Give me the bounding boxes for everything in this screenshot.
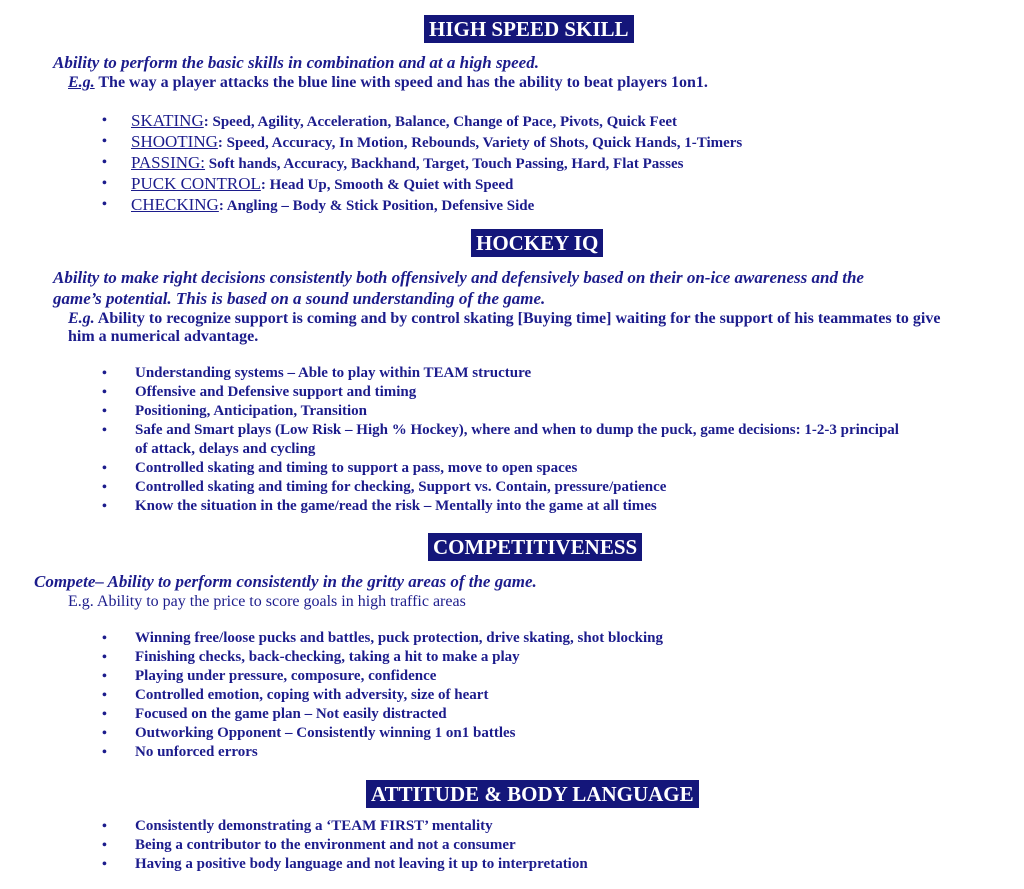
list-item: Positioning, Anticipation, Transition — [135, 403, 367, 419]
bullet-icon: • — [102, 366, 107, 381]
list-item-continued: of attack, delays and cycling — [135, 441, 316, 457]
bullet-icon: • — [102, 688, 107, 703]
skill-item-name: PASSING: — [131, 153, 206, 172]
list-item: Outworking Opponent – Consistently winning 1 on1 battles — [135, 725, 516, 741]
list-item: Controlled skating and timing to support a pass, move to open spaces — [135, 460, 578, 476]
hockey-iq-example — [68, 309, 940, 328]
list-item: Playing under pressure, composure, confidence — [135, 668, 437, 684]
bullet-icon: • — [102, 461, 107, 476]
list-item: Offensive and Defensive support and timing — [135, 384, 417, 400]
section-heading-competitiveness: COMPETITIVENESS — [428, 533, 642, 561]
list-item: Controlled emotion, coping with adversity, size of heart — [135, 687, 489, 703]
example-text: The way a player attacks the blue line with speed and has the ability to beat players 1on1. — [94, 74, 708, 91]
bullet-icon: • — [102, 113, 107, 128]
bullet-icon: • — [102, 650, 107, 665]
list-item: Controlled skating and timing for checking, Support vs. Contain, pressure/patience — [135, 479, 667, 495]
list-item: Focused on the game plan – Not easily distracted — [135, 706, 447, 722]
bullet-icon: • — [102, 838, 107, 853]
example-prefix: E.g. — [68, 310, 95, 327]
skill-item-text: : Head Up, Smooth & Quiet with Speed — [260, 177, 514, 193]
skill-item-text: : Speed, Accuracy, In Motion, Rebounds, Variety of Shots, Quick Hands, 1-Timers — [217, 135, 743, 151]
bullet-icon: • — [102, 423, 107, 438]
list-item: Consistently demonstrating a ‘TEAM FIRST’ mentality — [135, 818, 493, 834]
bullet-icon: • — [102, 176, 107, 191]
skill-item — [131, 195, 534, 216]
section-heading-hockey-iq: HOCKEY IQ — [471, 229, 603, 257]
skill-item-text: : Angling – Body & Stick Position, Defensive Side — [218, 198, 535, 214]
list-item: Finishing checks, back-checking, taking a hit to make a play — [135, 649, 520, 665]
bullet-icon: • — [102, 819, 107, 834]
skill-item — [131, 111, 677, 132]
bullet-icon: • — [102, 197, 107, 212]
bullet-icon: • — [102, 385, 107, 400]
bullet-icon: • — [102, 707, 107, 722]
skill-item-name: CHECKING — [131, 195, 219, 214]
list-item: Winning free/loose pucks and battles, puck protection, drive skating, shot blocking — [135, 630, 664, 646]
list-item: Having a positive body language and not leaving it up to interpretation — [135, 856, 588, 872]
skill-item-name: PUCK CONTROL — [131, 174, 261, 193]
skill-item — [131, 153, 683, 174]
hockey-iq-definition-line: Ability to make right decisions consistently both offensively and defensively based on their on-ice awareness and the — [53, 268, 864, 287]
skill-item — [131, 132, 742, 153]
bullet-icon: • — [102, 155, 107, 170]
example-prefix: E.g. — [68, 74, 95, 91]
list-item: Being a contributor to the environment and not a consumer — [135, 837, 516, 853]
skill-item-text: Soft hands, Accuracy, Backhand, Target, Touch Passing, Hard, Flat Passes — [205, 156, 684, 172]
bullet-icon: • — [102, 480, 107, 495]
bullet-icon: • — [102, 669, 107, 684]
high-speed-skill-definition: Ability to perform the basic skills in combination and at a high speed. — [53, 53, 539, 72]
list-item: Understanding systems – Able to play within TEAM structure — [135, 365, 532, 381]
bullet-icon: • — [102, 134, 107, 149]
competitiveness-definition: Compete– Ability to perform consistently in the gritty areas of the game. — [34, 572, 537, 591]
bullet-icon: • — [102, 745, 107, 760]
bullet-icon: • — [102, 857, 107, 872]
bullet-icon: • — [102, 499, 107, 514]
section-heading-high-speed-skill: HIGH SPEED SKILL — [424, 15, 634, 43]
hockey-iq-definition-line: game’s potential. This is based on a sound understanding of the game. — [53, 289, 546, 308]
section-heading-attitude-body-language: ATTITUDE & BODY LANGUAGE — [366, 780, 699, 808]
list-item: Know the situation in the game/read the risk – Mentally into the game at all times — [135, 498, 657, 514]
skill-item-name: SHOOTING — [131, 132, 218, 151]
example-text: Ability to recognize support is coming and by control skating [Buying time] waiting for the support of his teammates to give — [94, 310, 941, 327]
list-item: No unforced errors — [135, 744, 258, 760]
bullet-icon: • — [102, 726, 107, 741]
skill-item — [131, 174, 513, 195]
bullet-icon: • — [102, 404, 107, 419]
hockey-iq-example-continued: him a numerical advantage. — [68, 328, 259, 345]
competitiveness-example: E.g. Ability to pay the price to score goals in high traffic areas — [68, 593, 466, 610]
list-item: Safe and Smart plays (Low Risk – High % Hockey), where and when to dump the puck, game decisions: 1-2-3 principal — [135, 422, 899, 438]
bullet-icon: • — [102, 631, 107, 646]
high-speed-skill-example — [68, 73, 708, 92]
skill-item-name: SKATING — [131, 111, 204, 130]
skill-item-text: : Speed, Agility, Acceleration, Balance, Change of Pace, Pivots, Quick Feet — [203, 114, 678, 130]
